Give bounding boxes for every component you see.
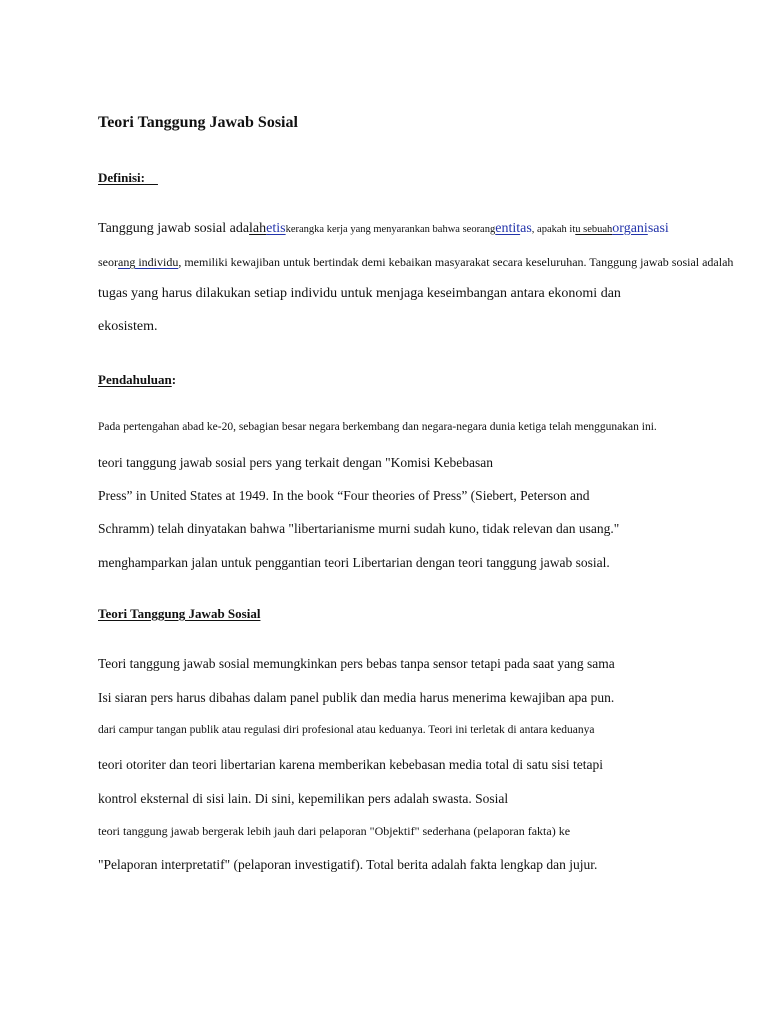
definisi-line-4: ekosistem. [98, 319, 158, 334]
teori-line-5: kontrol eksternal di sisi lain. Di sini, kepemilikan pers adalah swasta. Sosial [98, 791, 509, 806]
definisi-line-1 [98, 219, 669, 237]
link-etis[interactable]: etis [266, 221, 286, 236]
teori-line-4: teori otoriter dan teori libertarian karena memberikan kebebasan media total di satu sisi tetapi [98, 757, 603, 772]
pendahuluan-line-3: Press” in United States at 1949. In the book “Four theories of Press” (Siebert, Peterson and [98, 488, 590, 503]
definisi-l1-d: kerangka kerja yang menyarankan bahwa seorang [285, 224, 496, 235]
teori-line-1: Teori tanggung jawab sosial memungkinkan pers bebas tanpa sensor tetapi pada saat yang sama [98, 656, 615, 671]
definisi-l1-j: sasi [647, 221, 669, 236]
definisi-l1-a: Tanggung jawab sosial ada [98, 221, 250, 236]
definisi-l1-g: , apakah it [531, 224, 576, 235]
teori-line-2: Isi siaran pers harus dibahas dalam panel publik dan media harus menerima kewajiban apa pun. [98, 690, 615, 705]
definisi-l2-c: , memiliki kewajiban untuk bertindak demi kebaikan masyarakat secara keseluruhan. Tanggung jawab sosial adalah [178, 255, 734, 269]
definisi-line-3: tugas yang harus dilakukan setiap individu untuk menjaga keseimbangan antara ekonomi dan [98, 286, 621, 301]
teori-line-3: dari campur tangan publik atau regulasi diri profesional atau keduanya. Teori ini terletak di antara keduanya [98, 724, 595, 736]
teori-line-6: teori tanggung jawab bergerak lebih jauh dari pelaporan "Objektif" sederhana (pelaporan fakta) ke [98, 824, 571, 838]
definisi-heading [98, 170, 158, 186]
definisi-l1-h: u sebuah [575, 224, 613, 235]
teori-heading-text: Teori Tanggung Jawab Sosial [98, 606, 261, 621]
pendahuluan-line-2: teori tanggung jawab sosial pers yang terkait dengan "Komisi Kebebasan [98, 455, 494, 470]
definisi-l2-a: seor [98, 255, 118, 269]
definisi-heading-trail [145, 170, 158, 185]
pendahuluan-line-1: Pada pertengahan abad ke-20, sebagian besar negara berkembang dan negara-negara dunia ketiga telah menggunakan ini. [98, 421, 657, 433]
pendahuluan-line-4: Schramm) telah dinyatakan bahwa "libertarianisme murni sudah kuno, tidak relevan dan usang." [98, 521, 620, 536]
pendahuluan-heading-text: Pendahuluan [98, 372, 172, 387]
link-individu[interactable]: ang individu [118, 255, 179, 269]
teori-line-7: "Pelaporan interpretatif" (pelaporan investigatif). Total berita adalah fakta lengkap dan jujur. [98, 857, 598, 872]
pendahuluan-heading-colon: : [171, 372, 177, 387]
definisi-heading-text: Definisi: [98, 170, 145, 185]
definisi-line-2 [98, 253, 733, 271]
pendahuluan-line-5: menghamparkan jalan untuk penggantian teori Libertarian dengan teori tanggung jawab sosial. [98, 555, 610, 570]
teori-heading [98, 606, 260, 622]
pendahuluan-heading [98, 372, 176, 388]
link-organisasi[interactable]: organi [612, 221, 648, 236]
definisi-l1-b: lah [249, 221, 267, 236]
document-title: Teori Tanggung Jawab Sosial [98, 114, 298, 131]
definisi-l1-f: as [520, 221, 532, 236]
link-entitas[interactable]: entit [495, 221, 521, 236]
